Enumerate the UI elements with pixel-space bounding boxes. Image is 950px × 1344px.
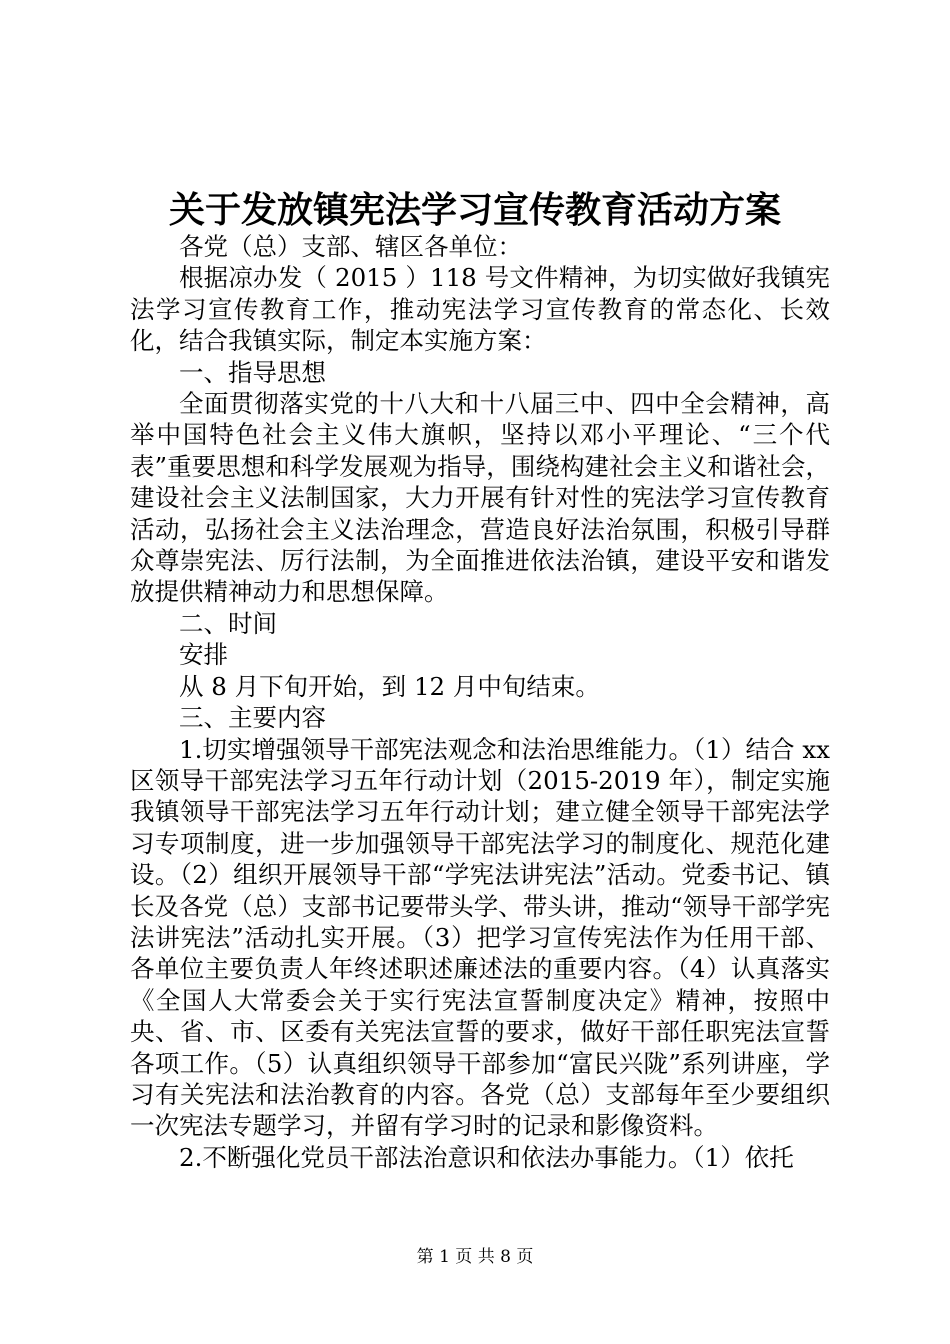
paragraph-item-1: 1.切实增强领导干部宪法观念和法治思维能力。（1）结合 xx 区领导干部宪法学习五年行动计划（2015-2019 年），制定实施我镇领导干部宪法学习五年行动计划；建立健全领导干部宪法学习专项制度，进一步加强领导干部宪法学习的制度化、规范化建设。（2）组织开展领导干部“学宪法讲宪法”活动。党委书记、镇长及各党（总）支部书记要带头学、带头讲，推动“领导干部学宪法讲宪法”活动扎实开展。（3）把学习宣传宪法作为任用干部、各单位主要负责人年终述职述廉述法的重要内容。（4）认真落实《全国人大常委会关于实行宪法宣誓制度决定》精神，按照中央、省、市、区委有关宪法宣誓的要求，做好干部任职宪法宣誓各项工作。（5）认真组织领导干部参加“富民兴陇”系列讲座，学习有关宪法和法治教育的内容。各党（总）支部每年至少要组织一次宪法专题学习，并留有学习时的记录和影像资料。 — [130, 734, 830, 1141]
section-heading-arrangement: 安排 — [179, 640, 228, 670]
paragraph-time-range: 从 8 月下旬开始，到 12 月中旬结束。 — [179, 671, 600, 701]
document-title: 关于发放镇宪法学习宣传教育活动方案 — [168, 189, 781, 231]
document-body — [130, 231, 830, 1173]
section-heading-time: 二、时间 — [179, 608, 277, 638]
section-heading-guiding-thought: 一、指导思想 — [179, 357, 326, 387]
page-number-footer: 第 1 页 共 8 页 — [416, 1247, 534, 1267]
paragraph-guiding-thought: 全面贯彻落实党的十八大和十八届三中、四中全会精神，高举中国特色社会主义伟大旗帜，坚持以邓小平理论、“三个代表”重要思想和科学发展观为指导，围绕构建社会主义和谐社会，建设社会主义法制国家，大力开展有针对性的宪法学习宣传教育活动，弘扬社会主义法治理念，营造良好法治氛围，积极引导群众尊崇宪法、厉行法制，为全面推进依法治镇，建设平安和谐发放提供精神动力和思想保障。 — [130, 389, 830, 607]
paragraph-salutation: 各党（总）支部、辖区各单位： — [179, 232, 522, 261]
paragraph-item-2: 2.不断强化党员干部法治意识和依法办事能力。（1）依托 — [179, 1142, 794, 1172]
paragraph-intro: 根据凉办发（ 2015 ）118 号文件精神，为切实做好我镇宪法学习宣传教育工作，推动宪法学习宣传教育的常态化、长效化，结合我镇实际，制定本实施方案： — [130, 263, 830, 356]
section-heading-main-content: 三、主要内容 — [179, 703, 326, 733]
